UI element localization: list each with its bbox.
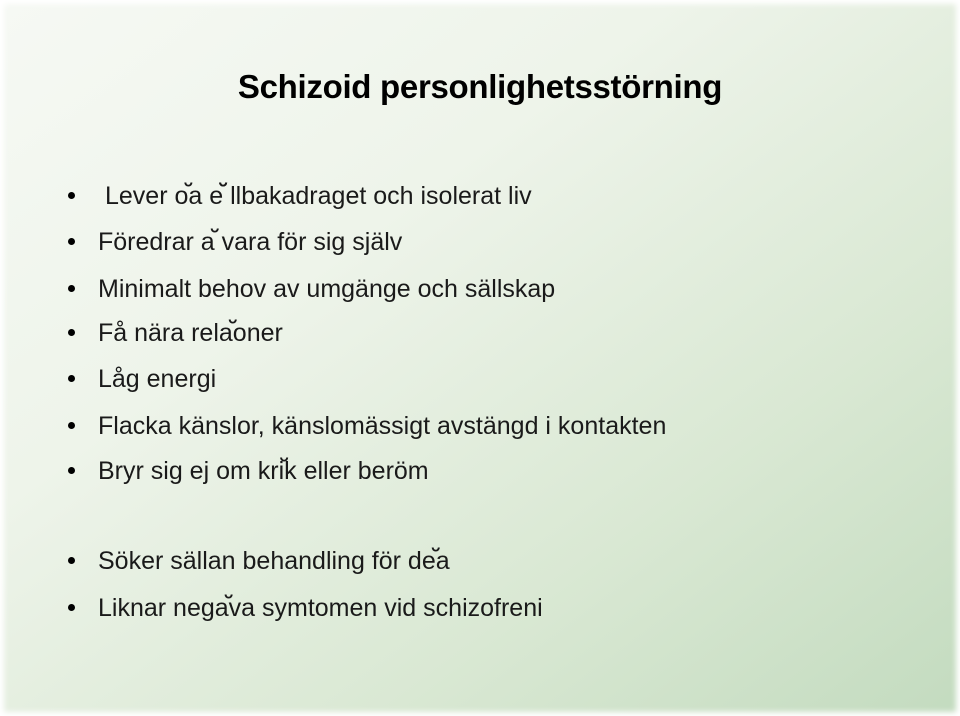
- bullet-text: Flacka känslor, känslomässigt avstängd i kontakten: [98, 412, 667, 440]
- bullet-text: Bryr sig ej om kriﬞk eller beröm: [98, 457, 429, 485]
- bullet-text: Få nära relaﬞoner: [98, 319, 283, 347]
- bullet-text: Minimalt behov av umgänge och sällskap: [98, 275, 556, 303]
- bullet-icon: [68, 422, 75, 429]
- slide-title: Schizoid personlighetsstörning: [237, 68, 723, 105]
- list-item: [68, 273, 555, 305]
- list-item: [68, 455, 429, 487]
- bullet-icon: [68, 329, 75, 336]
- bullet-icon: [68, 238, 75, 245]
- bullet-text: Söker sällan behandling för deﬞa: [98, 547, 450, 575]
- bullet-text: Föredrar aﬞ vara för sig själv: [98, 228, 403, 256]
- bullet-icon: [68, 375, 75, 382]
- bullet-icon: [68, 285, 75, 292]
- bullet-text: Låg energi: [98, 365, 217, 393]
- list-item: [68, 545, 450, 577]
- bullet-text: Lever oﬞa eﬞ ﬞllbakadraget och isolerat liv: [105, 182, 532, 210]
- list-item: [68, 363, 216, 395]
- bullet-text: Liknar negaﬞva symtomen vid schizofreni: [98, 594, 543, 622]
- list-item: [68, 592, 543, 624]
- bullet-icon: [68, 604, 75, 611]
- list-item: [68, 226, 402, 258]
- bullet-icon: [68, 467, 75, 474]
- list-item: [68, 180, 532, 212]
- bullet-icon: [68, 557, 75, 564]
- list-item: [68, 410, 666, 442]
- bullet-icon: [68, 192, 75, 199]
- list-item: [68, 317, 283, 349]
